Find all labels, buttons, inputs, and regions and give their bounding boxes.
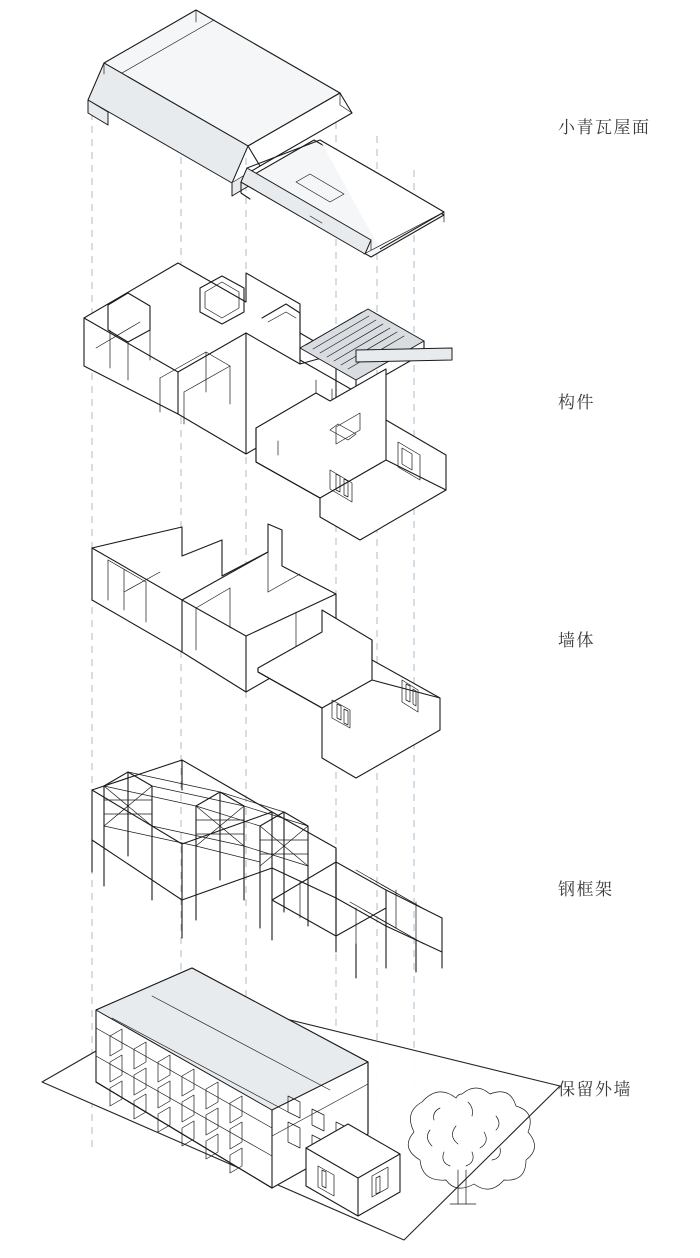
label-components: 构件 xyxy=(558,393,595,412)
label-roof: 小青瓦屋面 xyxy=(558,118,651,137)
layer-components xyxy=(84,263,452,540)
layer-facade xyxy=(42,968,560,1240)
label-facade: 保留外墙 xyxy=(558,1080,632,1099)
label-walls: 墙体 xyxy=(558,631,595,650)
label-steel-frame: 钢框架 xyxy=(558,880,614,899)
layer-walls xyxy=(92,524,440,778)
layer-steel-frame xyxy=(92,760,442,978)
layer-roof xyxy=(88,10,444,257)
